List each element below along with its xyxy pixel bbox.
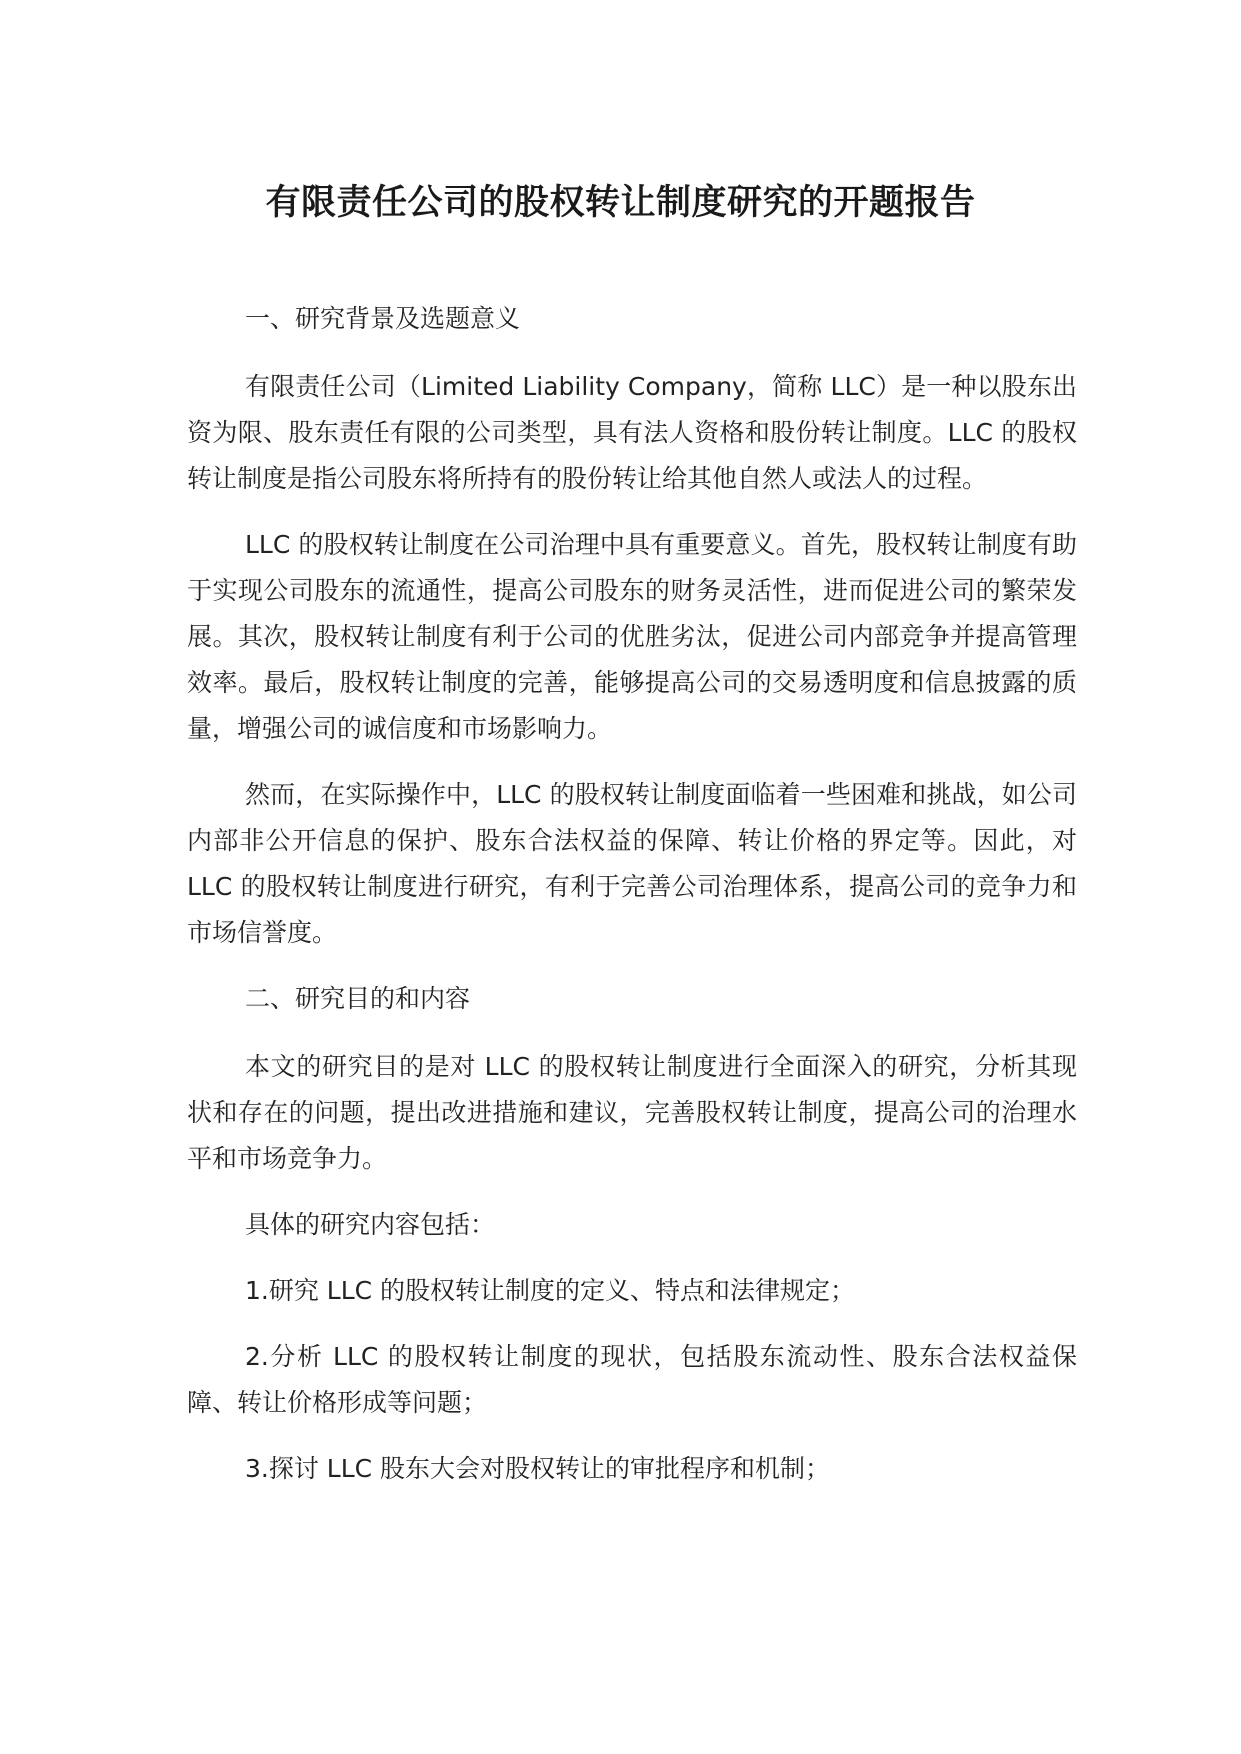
section-heading-objectives: 二、研究目的和内容	[245, 984, 471, 1013]
list-item-1: 1.研究 LLC 的股权转让制度的定义、特点和法律规定；	[245, 1276, 856, 1305]
paragraph-research-purpose: 本文的研究目的是对 LLC 的股权转让制度进行全面深入的研究，分析其现状和存在的问题，提出改进措施和建议，完善股权转让制度，提高公司的治理水平和市场竞争力。	[187, 1052, 1077, 1173]
list-item-3: 3.探讨 LLC 股东大会对股权转让的审批程序和机制；	[245, 1454, 831, 1483]
paragraph-challenges: 然而，在实际操作中，LLC 的股权转让制度面临着一些困难和挑战，如公司内部非公开信息的保护、股东合法权益的保障、转让价格的界定等。因此，对 LLC 的股权转让制度进行研究，有利于完善公司治理体系，提高公司的竞争力和市场信誉度。	[187, 780, 1077, 947]
list-item-2: 2.分析 LLC 的股权转让制度的现状，包括股东流动性、股东合法权益保障、转让价格形成等问题；	[187, 1342, 1077, 1417]
paragraph-llc-definition: 有限责任公司（Limited Liability Company，简称 LLC）是一种以股东出资为限、股东责任有限的公司类型，具有法人资格和股份转让制度。LLC 的股权转让制度是指公司股东将所持有的股份转让给其他自然人或法人的过程。	[187, 372, 1077, 493]
document-body	[187, 296, 1077, 1512]
paragraph-content-intro: 具体的研究内容包括：	[245, 1210, 496, 1239]
paragraph-significance: LLC 的股权转让制度在公司治理中具有重要意义。首先，股权转让制度有助于实现公司股东的流通性，提高公司股东的财务灵活性，进而促进公司的繁荣发展。其次，股权转让制度有利于公司的优胜劣汰，促进公司内部竞争并提高管理效率。最后，股权转让制度的完善，能够提高公司的交易透明度和信息披露的质量，增强公司的诚信度和市场影响力。	[187, 530, 1077, 743]
section-heading-background: 一、研究背景及选题意义	[245, 304, 521, 333]
document-title: 有限责任公司的股权转让制度研究的开题报告	[265, 183, 976, 223]
